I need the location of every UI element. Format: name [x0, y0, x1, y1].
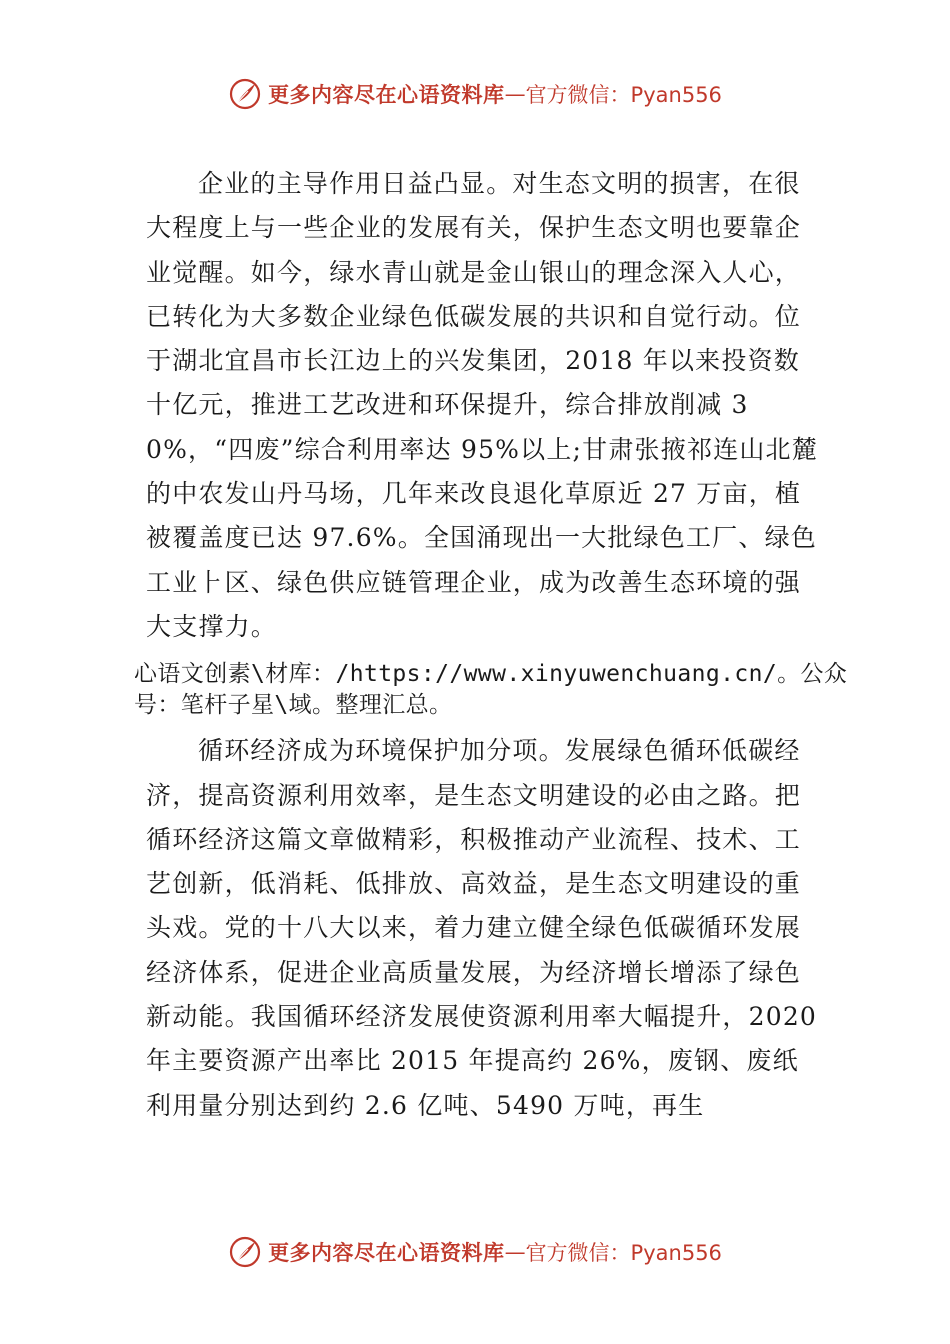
source-attribution-line: 心语文创素\材库：/https://www.xinyuwenchuang.cn/。公众号：笔杆子星\域。整理汇总。 — [134, 661, 848, 719]
document-body — [0, 162, 950, 1128]
feather-quill-logo-icon — [228, 77, 262, 111]
footer-banner — [0, 1230, 950, 1274]
footer-banner-text: 更多内容尽在心语资料库 — [268, 1241, 505, 1265]
header-banner-separator: — — [504, 82, 526, 106]
footer-banner-separator: — — [504, 1240, 526, 1264]
header-wechat-text: 官方微信：Pyan556 — [525, 83, 722, 107]
header-banner-text: 更多内容尽在心语资料库 — [268, 83, 505, 107]
body-paragraph-2: 循环经济成为环境保护加分项。发展绿色循环低碳经济，提高资源利用效率，是生态文明建设的必由之路。把循环经济这篇文章做精彩，积极推动产业流程、技术、工艺创新，低消耗、低排放、高效益，是生态文明建设的重头戏。党的十八大以来，着力建立健全绿色低碳循环发展经济体系，促进企业高质量发展，为经济增长增添了绿色新动能。我国循环经济发展使资源利用率大幅提升，2020 年主要资源产出率比 2015 年提高约 26%，废钢、废纸利用量分别达到约 2.6 亿吨、5490 万吨，再生 — [146, 736, 818, 1120]
feather-quill-logo-icon — [228, 1235, 262, 1269]
footer-wechat-text: 官方微信：Pyan556 — [525, 1241, 722, 1265]
body-paragraph-1: 企业的主导作用日益凸显。对生态文明的损害，在很大程度上与一些企业的发展有关，保护生态文明也要靠企业觉醒。如今，绿水青山就是金山银山的理念深入人心，已转化为大多数企业绿色低碳发展的共识和自觉行动。位于湖北宜昌市长江边上的兴发集团，2018 年以来投资数十亿元，推进工艺改进和环保提升，综合排放削减 30%，“四废”综合利用率达 95%以上;甘肃张掖祁连山北麓的中农发山丹马场，几年来改良退化草原近 27 万亩，植被覆盖度已达 97.6%。全国涌现出一大批绿色工厂、绿色工业⺊区、绿色供应链管理企业，成为改善生态环境的强大支撑力。 — [146, 169, 818, 641]
header-banner — [0, 72, 950, 116]
